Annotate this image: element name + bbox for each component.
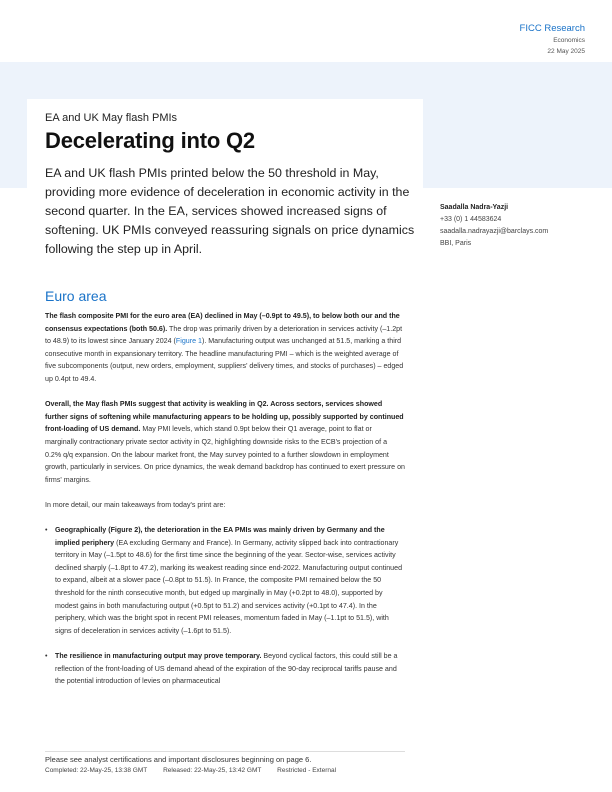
author-block <box>440 202 600 250</box>
figure-2-link[interactable]: Figure 2 <box>110 526 139 535</box>
paragraph-2-lead: Overall, the May flash PMIs suggest that activity is weakling in Q2. Across sectors, services showed further signs of softening while manufacturing appears to be holding up, possibly supported by continued front-loading of US demand. <box>45 400 404 434</box>
bullet-2-text: Beyond cyclical factors, this could still be a reflection of the front-loading of US demand ahead of the expiration of the 90-day reciprocal tariffs pause and the potential introduction of levies on pharmaceutical <box>55 652 398 686</box>
body-text <box>45 310 405 700</box>
paragraph-1-text-a: The drop was primarily driven by a deterioration in services activity (–1.2pt to 48.9) to its lowest since January 2024 ( <box>45 324 403 346</box>
lede: EA and UK flash PMIs printed below the 50 threshold in May, providing more evidence of deceleration in economic activity in the second quarter. In the EA, services showed increased signs of softening. UK PMIs conveyed reassuring signals on price dynamics following the step up in April. <box>45 166 415 256</box>
completed-time: Completed: 22-May-25, 13:38 GMT <box>45 767 148 774</box>
author-entity: BBI, Paris <box>440 240 472 247</box>
report-header <box>520 23 585 57</box>
paragraph-2 <box>45 398 405 486</box>
author-name: Saadalla Nadra-Yazji <box>440 204 509 211</box>
bullet-2-lead: The resilience in manufacturing output may prove temporary. <box>55 652 262 661</box>
bullet-1-lead-b: ), the deterioration in the EA PMIs was mainly driven by Germany and the implied periphery <box>55 526 385 547</box>
author-email[interactable]: saadalla.nadrayazji@barclays.com <box>440 228 549 235</box>
list-item <box>45 524 405 637</box>
classification: Restricted - External <box>277 767 337 774</box>
figure-1-link[interactable]: Figure 1 <box>175 337 202 346</box>
bullet-1-text: (EA excluding Germany and France). In Germany, activity slipped back into contractionary territory in May (–1.5pt to 48.6) for the first time since the beginning of the year. Sector-wise, services activity declined sharply (–1.8pt to 47.2), marking its weakest reading since end-2022. Manufacturing output continued to expand, albeit at a slower pace (–0.8pt to 51.5). In France, the composite PMI remained below the 50 threshold for the ninth consecutive month, but edged up marginally in May (+0.2pt to 48.0), supported by modest gains in both manufacturing output (+0.5pt to 51.2) and services activity (+0.1pt to 47.4). In the periphery, which was the bright spot in recent PMI releases, momentum faded in May (–1.1pt to 51.5), with signs of deceleration in services activity (–1.6pt to 51.5). <box>55 538 403 635</box>
brand-name: FICC Research <box>519 23 585 34</box>
author-phone: +33 (0) 1 44583624 <box>440 216 502 223</box>
released-time: Released: 22-May-25, 13:42 GMT <box>163 767 262 774</box>
section-name: Economics <box>553 37 585 44</box>
section-heading: Euro area <box>45 288 107 304</box>
disclaimer: Please see analyst certifications and important disclosures beginning on page 6. <box>45 755 312 764</box>
report-date: 22 May 2025 <box>547 48 585 55</box>
paragraph-3: In more detail, our main takeaways from today's print are: <box>45 500 226 509</box>
list-item <box>45 650 405 688</box>
bullet-1-lead-a: Geographically ( <box>55 526 111 535</box>
bullet-icon: • <box>45 652 48 661</box>
bullet-icon: • <box>45 526 48 535</box>
takeaways-list <box>45 524 405 688</box>
page-title: Decelerating into Q2 <box>45 128 255 153</box>
kicker: EA and UK May flash PMIs <box>45 112 178 124</box>
paragraph-2-text: May PMI levels, which stand 0.9pt below their Q1 average, point to flat or marginally contractionary private sector activity in Q2, highlighting downside risks to the ECB's projection of a 0.2% q/q expansion. On the labour market front, the May survey pointed to a further slowdown in employment growth, particularly in services. On price dynamics, the weak demand backdrop has continued to exert pressure on firms' margins. <box>45 425 405 484</box>
footer-divider <box>45 751 405 752</box>
footer-meta <box>45 767 350 774</box>
paragraph-1 <box>45 310 405 386</box>
paragraph-1-lead: The flash composite PMI for the euro area (EA) declined in May (–0.9pt to 49.5), to below both our and the consensus expectations (both 50.6). <box>45 312 400 333</box>
paragraph-1-text-b: ). Manufacturing output was unchanged at 51.5, marking a third consecutive month in expansionary territory. The headline manufacturing PMI – which is the weighted average of five subcomponents (output, new orders, employment, suppliers' delivery times, and stocks of purchases) – edged up 0.4pt to 49.4. <box>45 337 404 383</box>
